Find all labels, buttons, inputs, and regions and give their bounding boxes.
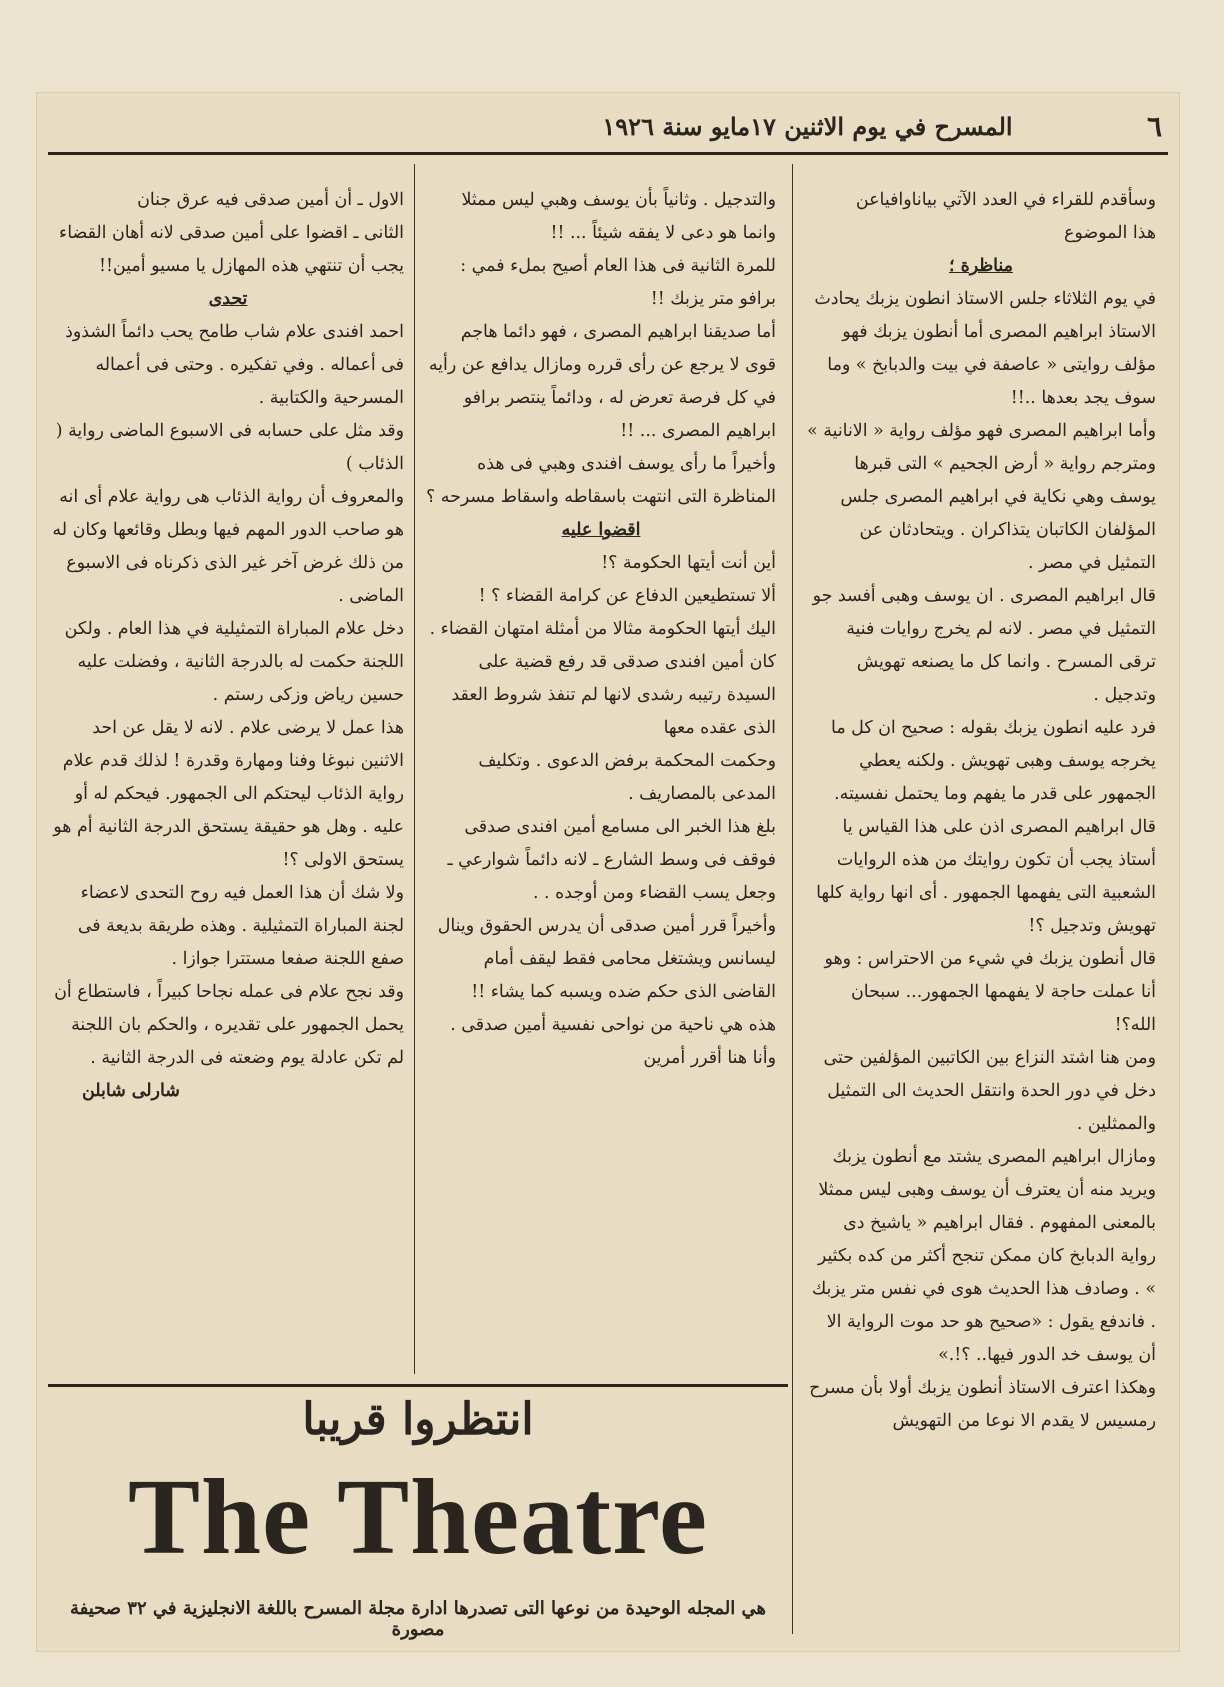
paragraph: وسأقدم للقراء في العدد الآتي بياناوافياعن xyxy=(855,190,1156,210)
paragraph: قال أنطون يزبك في شيء من الاحتراس : وهو أنا عملت حاجة لا يفهمها الجمهور... سبحان الله؟! xyxy=(824,949,1156,1035)
paragraph: وأخيراً ما رأى يوسف افندى وهبي فى هذه المناظرة التى انتهت باسقاطه واسقاط مسرحه ؟ xyxy=(426,454,776,507)
paragraph: الاول ـ أن أمين صدقى فيه عرق جنان xyxy=(137,190,404,210)
paragraph: هذا الموضوع xyxy=(1064,223,1156,243)
newspaper-page xyxy=(36,92,1180,1652)
column-right xyxy=(806,184,1156,1624)
paragraph: وهكذا اعترف الاستاذ أنطون يزبك أولا بأن مسرح رمسيس لا يقدم الا نوعا من التهويش xyxy=(809,1378,1156,1431)
paragraph: والمعروف أن رواية الذئاب هى رواية علام أى انه هو صاحب الدور المهم فيها وبطل وقائعها وكان له من ذلك غرض آخر غير الذى ذكرناه فى الاسبوع الماضى . xyxy=(52,487,404,606)
page-header xyxy=(48,102,1168,150)
masthead-date: المسرح في يوم الاثنين ١٧مايو سنة ١٩٢٦ xyxy=(602,111,1013,141)
header-rule xyxy=(48,152,1168,155)
page-number: ٦ xyxy=(1146,109,1162,143)
paragraph: اليك أيتها الحكومة مثالا من أمثلة امتهان القضاء . xyxy=(429,619,776,639)
paragraph: وأخيراً قرر أمين صدقى أن يدرس الحقوق وينال ليسانس ويشتغل محامى فقط ليقف أمام القاضى الذى حكم ضده ويسبه كما يشاء !! xyxy=(437,916,776,1002)
ad-description: هي المجله الوحيدة من نوعها التى تصدرها ادارة مجلة المسرح باللغة الانجليزية في ٣٢ صحيفة مصورة xyxy=(69,1598,767,1640)
paragraph: في يوم الثلاثاء جلس الاستاذ انطون يزبك يحادث الاستاذ ابراهيم المصرى أما أنطون يزبك فهو مؤلف روايتى « عاصفة في بيت والدبابخ » وما سوف يجد بعدها ..!! xyxy=(814,289,1156,408)
paragraph: احمد افندى علام شاب طامح يحب دائماً الشذوذ فى أعماله . وفي تفكيره . وحتى فى أعماله المسرحية والكتابية . xyxy=(65,322,404,408)
paragraph: للمرة الثانية فى هذا العام أصيح بملء فمي : برافو متر يزبك !! xyxy=(460,256,776,309)
section-heading-debate: مناظرة ؛ xyxy=(949,256,1013,276)
section-heading-judge: اقضوا عليه xyxy=(561,520,641,540)
advertisement-rule xyxy=(48,1384,788,1387)
paragraph: وقد مثل على حسابه فى الاسبوع الماضى رواية ( الذئاب ) xyxy=(55,421,404,474)
paragraph: أما صديقنا ابراهيم المصرى ، فهو دائما هاجم قوى لا يرجع عن رأى قرره ومازال يدافع عن رأيه في كل فرصة تعرض له ، ودائماً ينتصر برافو ابراهيم المصرى ... !! xyxy=(428,322,776,441)
column-divider-left xyxy=(414,164,415,1374)
paragraph: ومازال ابراهيم المصرى يشتد مع أنطون يزبك ويريد منه أن يعترف أن يوسف وهبى ليس ممثلا بالمعنى المفهوم . فقال ابراهيم « ياشيخ دى رواية الدبابخ كان ممكن تنجح أكثر من كده بكثير » . وصادف هذا الحديث هوى في نفس متر يزبك . فاندفع يقول : «صحيح هو حد موت الرواية الا أن يوسف خد الدور فيها.. ؟!.» xyxy=(811,1147,1156,1365)
paragraph: هذا عمل لا يرضى علام . لانه لا يقل عن احد الاثنين نبوغا وفنا ومهارة وقدرة ! لذلك قدم علام رواية الذئاب ليحتكم الى الجمهور. فيحكم له أو عليه . وهل هو حقيقة يستحق الدرجة الثانية أم هو يستحق الاولى ؟! xyxy=(53,718,404,870)
paragraph: وأنا هنا أقرر أمرين xyxy=(643,1048,776,1068)
paragraph: فرد عليه انطون يزبك بقوله : صحيح ان كل ما يخرجه يوسف وهبى تهويش . ولكنه يعطي الجمهور على قدر ما يفهم وما يحتمل نفسيته. xyxy=(831,718,1156,804)
paragraph: قال ابراهيم المصرى اذن على هذا القياس يا أستاذ يجب أن تكون روايتك من هذه الروايات الشعبية التى يفهمها الجمهور . أى انها رواية كلها تهويش وتدجيل ؟! xyxy=(816,817,1156,936)
paragraph: وقد نجح علام فى عمله نجاحا كبيراً ، فاستطاع أن يحمل الجمهور على تقديره ، والحكم بان اللجنة لم تكن عادلة يوم وضعته فى الدرجة الثانية . xyxy=(54,982,404,1068)
author-signature: شارلى شابلن xyxy=(82,1081,180,1101)
paragraph: يجب أن تنتهي هذه المهازل يا مسيو أمين!! xyxy=(98,256,404,276)
paragraph: والتدجيل . وثانياً بأن يوسف وهبي ليس ممثلا وانما هو دعى لا يفقه شيئاً ... !! xyxy=(461,190,776,243)
column-middle xyxy=(426,184,776,1379)
paragraph: ولا شك أن هذا العمل فيه روح التحدى لاعضاء لجنة المباراة التمثيلية . وهذه طريقة بديعة فى صفع اللجنة صفعا مستترا جوازا . xyxy=(77,883,404,969)
paragraph: قال ابراهيم المصرى . ان يوسف وهبى أفسد جو التمثيل في مصر . لانه لم يخرج روايات فنية ترقى المسرح . وانما كل ما يصنعه تهويش وتدجيل . xyxy=(812,586,1156,705)
paragraph: ألا تستطيعين الدفاع عن كرامة القضاء ؟ ! xyxy=(478,586,776,606)
ad-arabic-title: انتظروا قريبا xyxy=(302,1394,534,1445)
paragraph: وأما ابراهيم المصرى فهو مؤلف رواية « الانانية » ومترجم رواية « أرض الجحيم » التى قبرها يوسف وهي نكاية في ابراهيم المصرى جلس المؤلفان الكاتبان يتذاكران . ويتحادثان عن التمثيل في مصر . xyxy=(807,421,1156,573)
section-heading-challenge: تحدى xyxy=(208,289,248,309)
paragraph: هذه هي ناحية من نواحى نفسية أمين صدقى . xyxy=(450,1015,776,1035)
paragraph: ومن هنا اشتد النزاع بين الكاتبين المؤلفين حتى دخل في دور الحدة وانتقل الحديث الى التمثيل والممثلين . xyxy=(823,1048,1156,1134)
paragraph: كان أمين افندى صدقى قد رفع قضية على السيدة رتيبه رشدى لانها لم تنفذ شروط العقد الذى عقده معها xyxy=(451,652,776,738)
advertisement xyxy=(48,1394,788,1644)
paragraph: الثانى ـ اقضوا على أمين صدقى لانه أهان القضاء xyxy=(59,223,404,243)
column-left xyxy=(52,184,404,1379)
paragraph: دخل علام المباراة التمثيلية في هذا العام . ولكن اللجنة حكمت له بالدرجة الثانية ، وفضلت عليه حسين رياض وزكى رستم . xyxy=(64,619,404,705)
ad-english-title: The Theatre xyxy=(127,1458,708,1577)
paragraph: بلغ هذا الخبر الى مسامع أمين افندى صدقى فوقف فى وسط الشارع ـ لانه دائماً شوارعي ـ وجعل يسب القضاء ومن أوجده . . xyxy=(447,817,776,903)
paragraph: وحكمت المحكمة برفض الدعوى . وتكليف المدعى بالمصاريف . xyxy=(478,751,776,804)
column-divider-right xyxy=(792,164,793,1634)
paragraph: أين أنت أيتها الحكومة ؟! xyxy=(601,553,776,573)
